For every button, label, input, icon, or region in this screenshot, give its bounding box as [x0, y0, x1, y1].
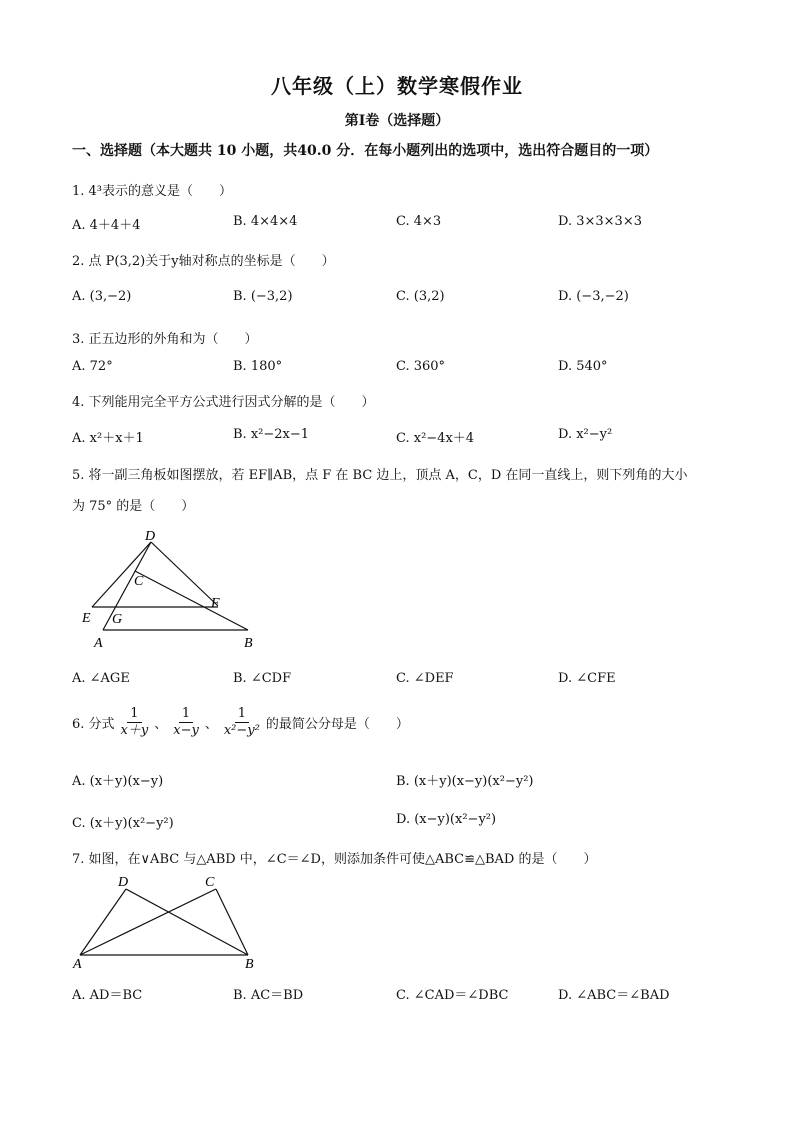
label-d: D	[145, 530, 156, 544]
question-6-option-b: B. (x＋y)(x−y)(x²−y²)	[396, 774, 534, 789]
line-da	[103, 542, 151, 630]
fraction-3-numerator: 1	[235, 706, 249, 723]
question-2-option-c: C. (3,2)	[396, 289, 445, 304]
label-d: D	[118, 875, 129, 890]
question-5-option-c: C. ∠DEF	[396, 671, 454, 686]
label-f: F	[211, 596, 220, 611]
question-1-option-a: A. 4＋4＋4	[72, 218, 141, 233]
question-6-prefix: 6. 分式	[72, 717, 115, 732]
question-6-stem	[72, 706, 409, 739]
question-7-option-a: A. AD＝BC	[72, 988, 143, 1003]
question-4-option-b: B. x²−2x−1	[233, 427, 310, 442]
page-title: 八年级（上）数学寒假作业	[271, 74, 523, 98]
question-7-option-c: C. ∠CAD＝∠DBC	[396, 988, 509, 1003]
question-4-option-a: A. x²＋x＋1	[72, 431, 144, 446]
line-bd	[126, 889, 248, 955]
section-heading: 一、选择题（本大题共 10 小题，共40.0 分．在每小题列出的选项中，选出符合题目的一项）	[72, 143, 659, 159]
question-2-option-b: B. (−3,2)	[233, 289, 293, 304]
question-2-option-a: A. (3,−2)	[72, 289, 132, 304]
label-e: E	[82, 611, 91, 626]
fraction-2-numerator: 1	[179, 706, 193, 723]
line-bc	[216, 889, 248, 955]
fraction-1-denominator: x＋y	[120, 723, 149, 738]
label-a: A	[73, 957, 82, 972]
question-7-stem: 7. 如图，在∨ABC 与△ABD 中，∠C＝∠D，则添加条件可使△ABC≌△BAD 的是（ ）	[72, 852, 597, 867]
question-6-suffix: 的最简公分母是（ ）	[265, 717, 409, 732]
question-7-option-b: B. AC＝BD	[233, 988, 304, 1003]
question-4-stem: 4. 下列能用完全平方公式进行因式分解的是（ ）	[72, 395, 375, 410]
fraction-2	[170, 706, 202, 739]
question-3-option-b: B. 180°	[233, 359, 283, 374]
question-1-option-d: D. 3×3×3×3	[558, 214, 642, 229]
question-6-option-c: C. (x＋y)(x²−y²)	[72, 816, 174, 831]
line-cb	[135, 571, 248, 630]
label-a: A	[94, 636, 103, 651]
question-3-stem: 3. 正五边形的外角和为（ ）	[72, 332, 258, 347]
question-6-option-d: D. (x−y)(x²−y²)	[396, 812, 497, 827]
separator: 、	[154, 717, 168, 732]
volume-subtitle: 第Ⅰ卷（选择题）	[344, 113, 450, 129]
question-1-option-c: C. 4×3	[396, 214, 442, 229]
line-ad	[80, 889, 126, 955]
question-5-figure	[78, 530, 268, 655]
question-5-option-b: B. ∠CDF	[233, 671, 292, 686]
label-c: C	[134, 574, 144, 589]
question-4-option-d: D. x²−y²	[558, 427, 613, 442]
label-b: B	[245, 957, 254, 972]
fraction-1	[118, 706, 152, 739]
fraction-2-denominator: x−y	[173, 723, 199, 738]
question-5-option-d: D. ∠CFE	[558, 671, 616, 686]
fraction-3-denominator: x²−y²	[223, 723, 260, 738]
question-2-option-d: D. (−3,−2)	[558, 289, 629, 304]
question-5-stem-line1: 5. 将一副三角板如图摆放，若 EF∥AB，点 F 在 BC 边上，顶点 A，C，D 在同一直线上，则下列角的大小	[72, 468, 688, 483]
label-b: B	[244, 636, 253, 651]
question-3-option-d: D. 540°	[558, 359, 608, 374]
question-2-stem: 2. 点 P(3,2)关于y轴对称点的坐标是（ ）	[72, 254, 335, 269]
question-5-option-a: A. ∠AGE	[72, 671, 130, 686]
fraction-1-numerator: 1	[127, 706, 141, 723]
question-7-figure	[68, 873, 268, 973]
question-4-option-c: C. x²−4x＋4	[396, 431, 475, 446]
question-1-stem: 1. 4³表示的意义是（ ）	[72, 184, 233, 199]
label-c: C	[205, 875, 215, 890]
question-5-stem-line2: 为 75° 的是（ ）	[72, 499, 195, 514]
label-g: G	[112, 612, 123, 627]
question-1-option-b: B. 4×4×4	[233, 214, 298, 229]
question-3-option-a: A. 72°	[72, 359, 113, 374]
fraction-3	[221, 706, 263, 739]
question-7-option-d: D. ∠ABC＝∠BAD	[558, 988, 670, 1003]
question-3-option-c: C. 360°	[396, 359, 446, 374]
line-ac	[80, 889, 216, 955]
separator: 、	[204, 717, 218, 732]
question-6-option-a: A. (x＋y)(x−y)	[72, 774, 164, 789]
